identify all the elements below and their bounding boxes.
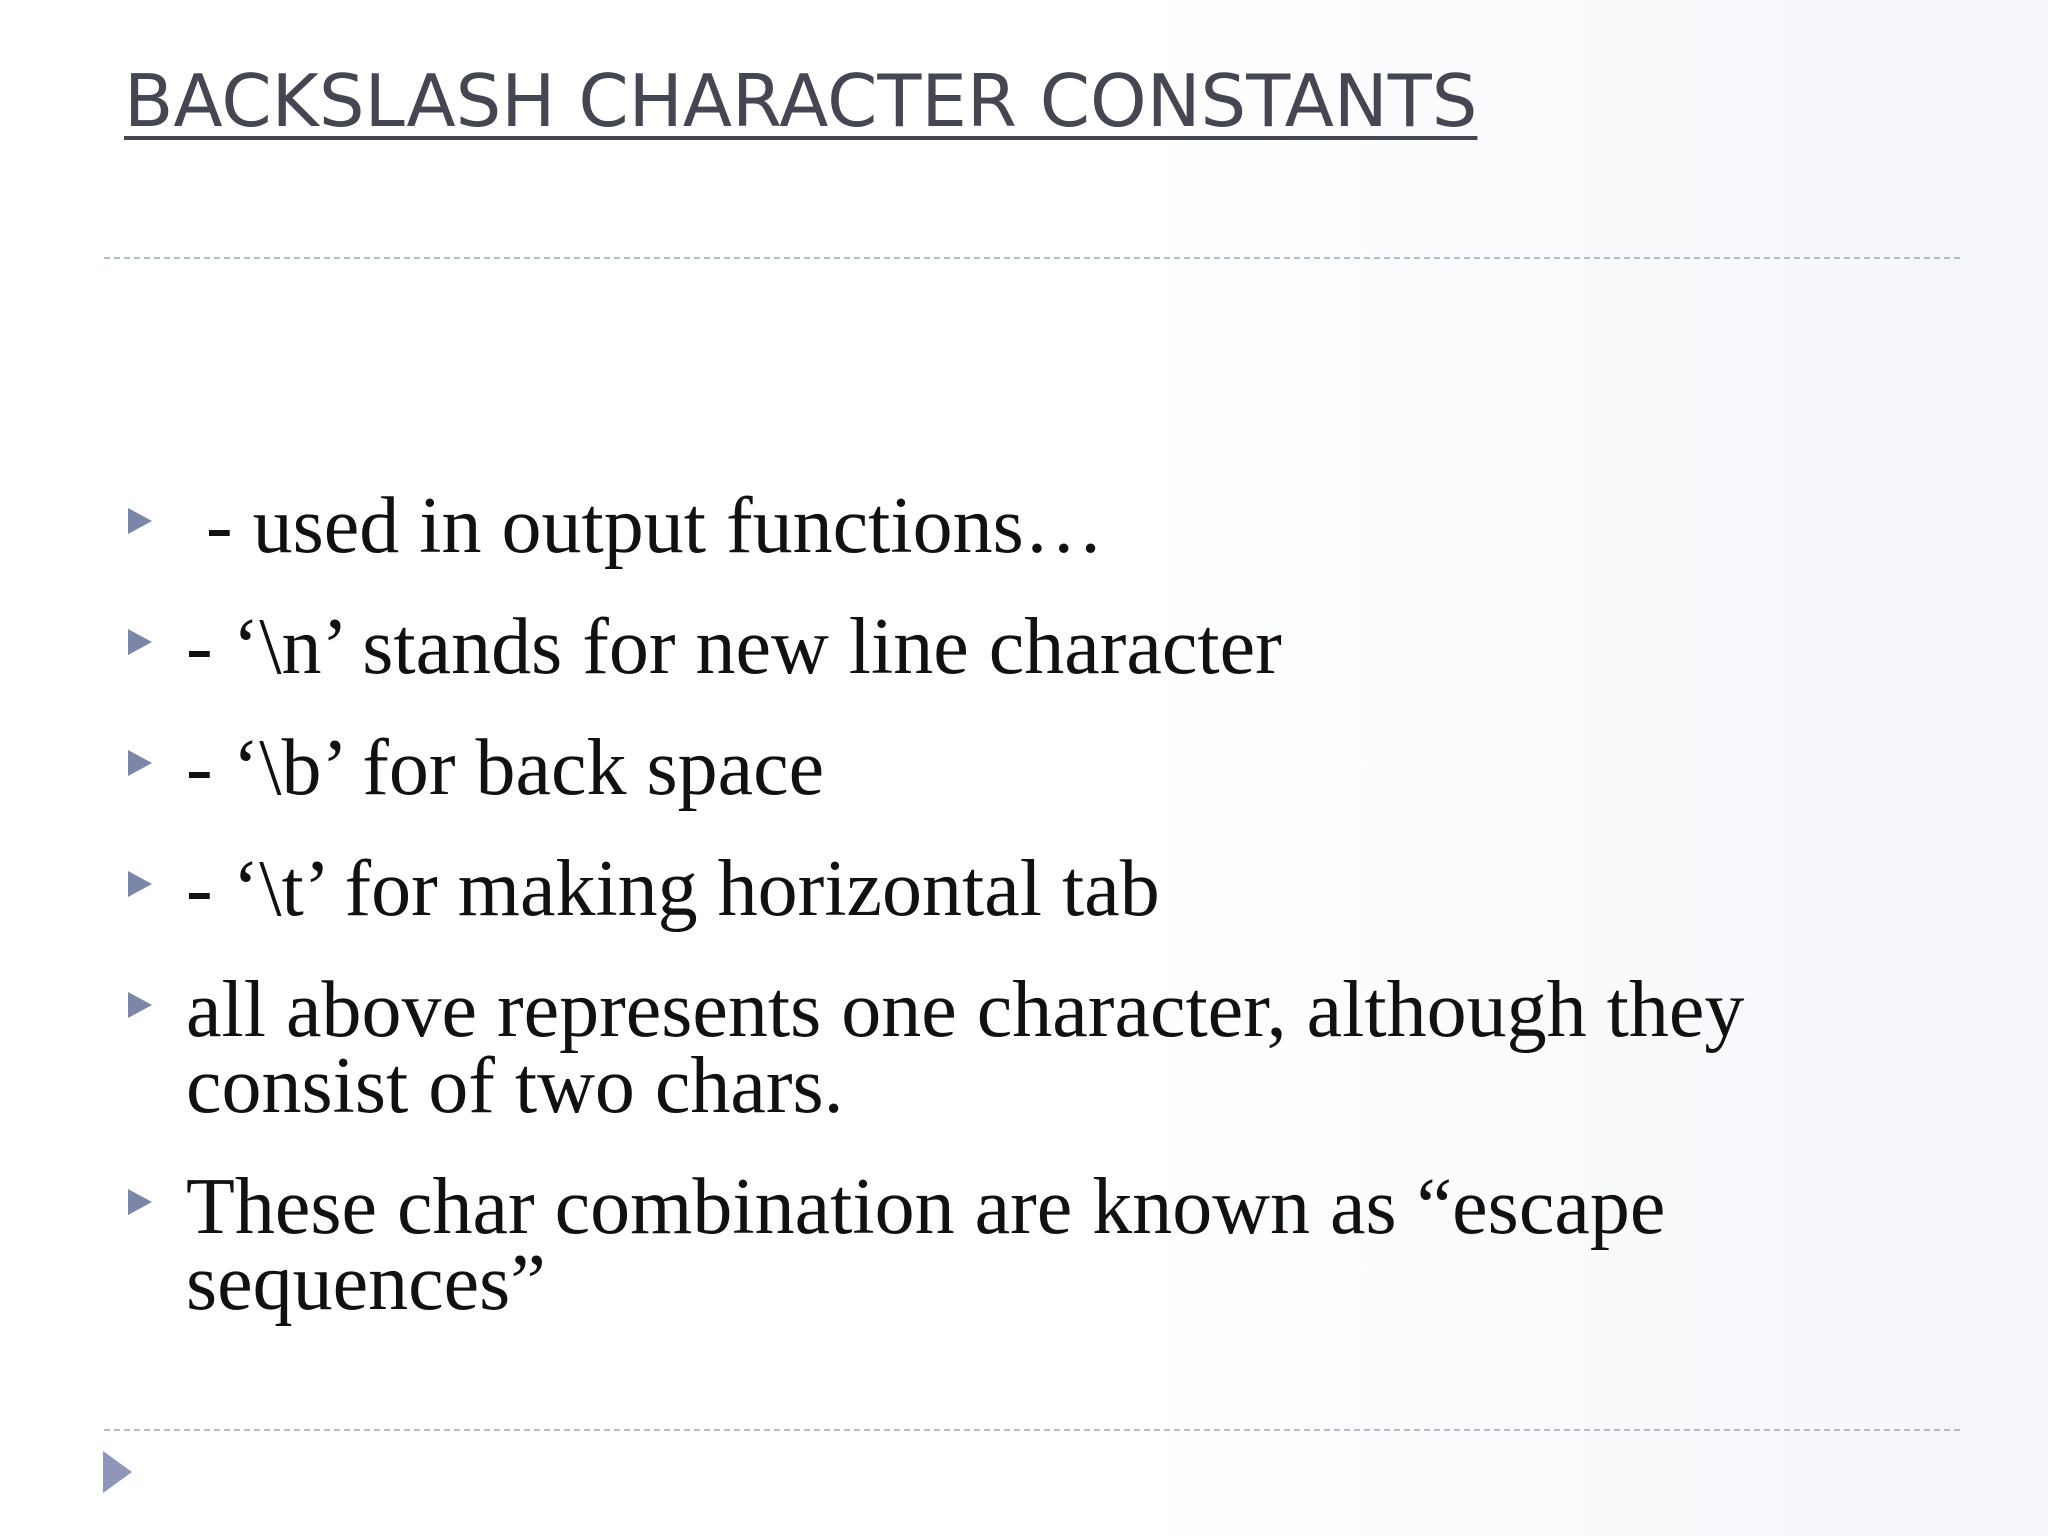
bullet-text: - ‘\t’ for making horizontal tab	[186, 845, 1160, 933]
bullet-text: - used in output functions…	[186, 482, 1104, 570]
bullet-text: These char combination are known as “escape sequences”	[186, 1163, 1686, 1327]
triangle-bullet-icon	[128, 871, 152, 897]
bottom-divider	[104, 1429, 1960, 1431]
triangle-bullet-icon	[128, 508, 152, 534]
list-item	[120, 724, 1860, 812]
list-item	[120, 482, 1860, 570]
top-divider	[104, 257, 1960, 259]
bullet-text: - ‘\n’ stands for new line character	[186, 603, 1282, 691]
list-item	[120, 1163, 1860, 1327]
list-item	[120, 603, 1860, 691]
bullet-text: all above represents one character, although they consist of two chars.	[186, 966, 1765, 1130]
slide-title: BACKSLASH CHARACTER CONSTANTS	[124, 59, 1478, 143]
triangle-bullet-icon	[128, 1189, 152, 1215]
triangle-bullet-icon	[128, 750, 152, 776]
triangle-bullet-icon	[128, 992, 152, 1018]
list-item	[120, 966, 1860, 1130]
triangle-bullet-icon	[128, 629, 152, 655]
bullet-text: - ‘\b’ for back space	[186, 724, 825, 812]
bullet-list	[120, 482, 1860, 1366]
list-item	[120, 845, 1860, 933]
triangle-right-icon	[103, 1451, 132, 1493]
